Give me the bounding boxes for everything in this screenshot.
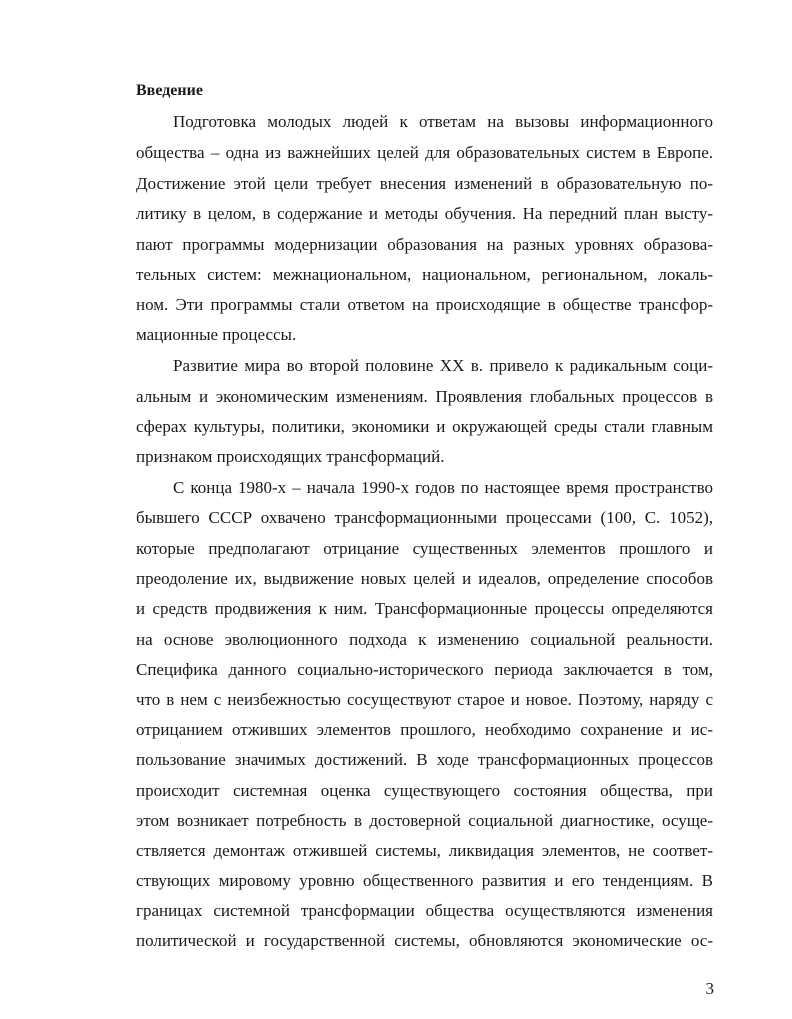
text-line: ствляется демонтаж отжившей системы, ликвидация элементов, не соответ- — [136, 841, 713, 860]
text-line: политической и государственной системы, обновляются экономические ос- — [136, 931, 713, 950]
text-line: мационные процессы. — [136, 325, 297, 344]
text-line: общества – одна из важнейших целей для образовательных систем в Европе. — [136, 143, 713, 162]
text-line: преодоление их, выдвижение новых целей и идеалов, определение способов — [136, 569, 713, 588]
text-line: альным и экономическим изменениям. Проявления глобальных процессов в — [136, 387, 713, 406]
text-line: Достижение этой цели требует внесения изменений в образовательную по- — [136, 174, 713, 193]
text-line: ном. Эти программы стали ответом на происходящие в обществе трансфор- — [136, 295, 713, 314]
text-line: границах системной трансформации общества осуществляются изменения — [136, 901, 713, 920]
section-heading: Введение — [136, 82, 203, 99]
text-line: сферах культуры, политики, экономики и окружающей среды стали главным — [136, 417, 713, 436]
text-line: С конца 1980-х – начала 1990-х годов по настоящее время пространство — [173, 478, 713, 497]
text-line: тельных систем: межнациональном, национальном, региональном, локаль- — [136, 265, 713, 284]
text-line: отрицанием отживших элементов прошлого, необходимо сохранение и ис- — [136, 720, 713, 739]
text-line: Специфика данного социально-исторического периода заключается в том, — [136, 660, 713, 679]
text-line: Подготовка молодых людей к ответам на вызовы информационного — [173, 112, 713, 131]
text-line: пользование значимых достижений. В ходе трансформационных процессов — [136, 750, 713, 769]
text-line: этом возникает потребность в достоверной социальной диагностике, осуще- — [136, 811, 713, 830]
text-line: Развитие мира во второй половине XX в. привело к радикальным соци- — [173, 356, 713, 375]
text-line: пают программы модернизации образования на разных уровнях образова- — [136, 235, 713, 254]
text-line: происходит системная оценка существующего состояния общества, при — [136, 781, 713, 800]
text-line: бывшего СССР охвачено трансформационными процессами (100, С. 1052), — [136, 508, 713, 527]
text-line: которые предполагают отрицание существенных элементов прошлого и — [136, 539, 713, 558]
text-line: и средств продвижения к ним. Трансформационные процессы определяются — [136, 599, 713, 618]
text-line: признаком происходящих трансформаций. — [136, 447, 445, 466]
page-number: 3 — [705, 979, 714, 998]
text-line: литику в целом, в содержание и методы обучения. На передний план высту- — [136, 204, 713, 223]
text-line: на основе эволюционного подхода к изменению социальной реальности. — [136, 630, 713, 649]
text-line: ствующих мировому уровню общественного развития и его тенденциям. В — [136, 871, 713, 890]
text-line: что в нем с неизбежностью сосуществуют старое и новое. Поэтому, наряду с — [136, 690, 713, 709]
